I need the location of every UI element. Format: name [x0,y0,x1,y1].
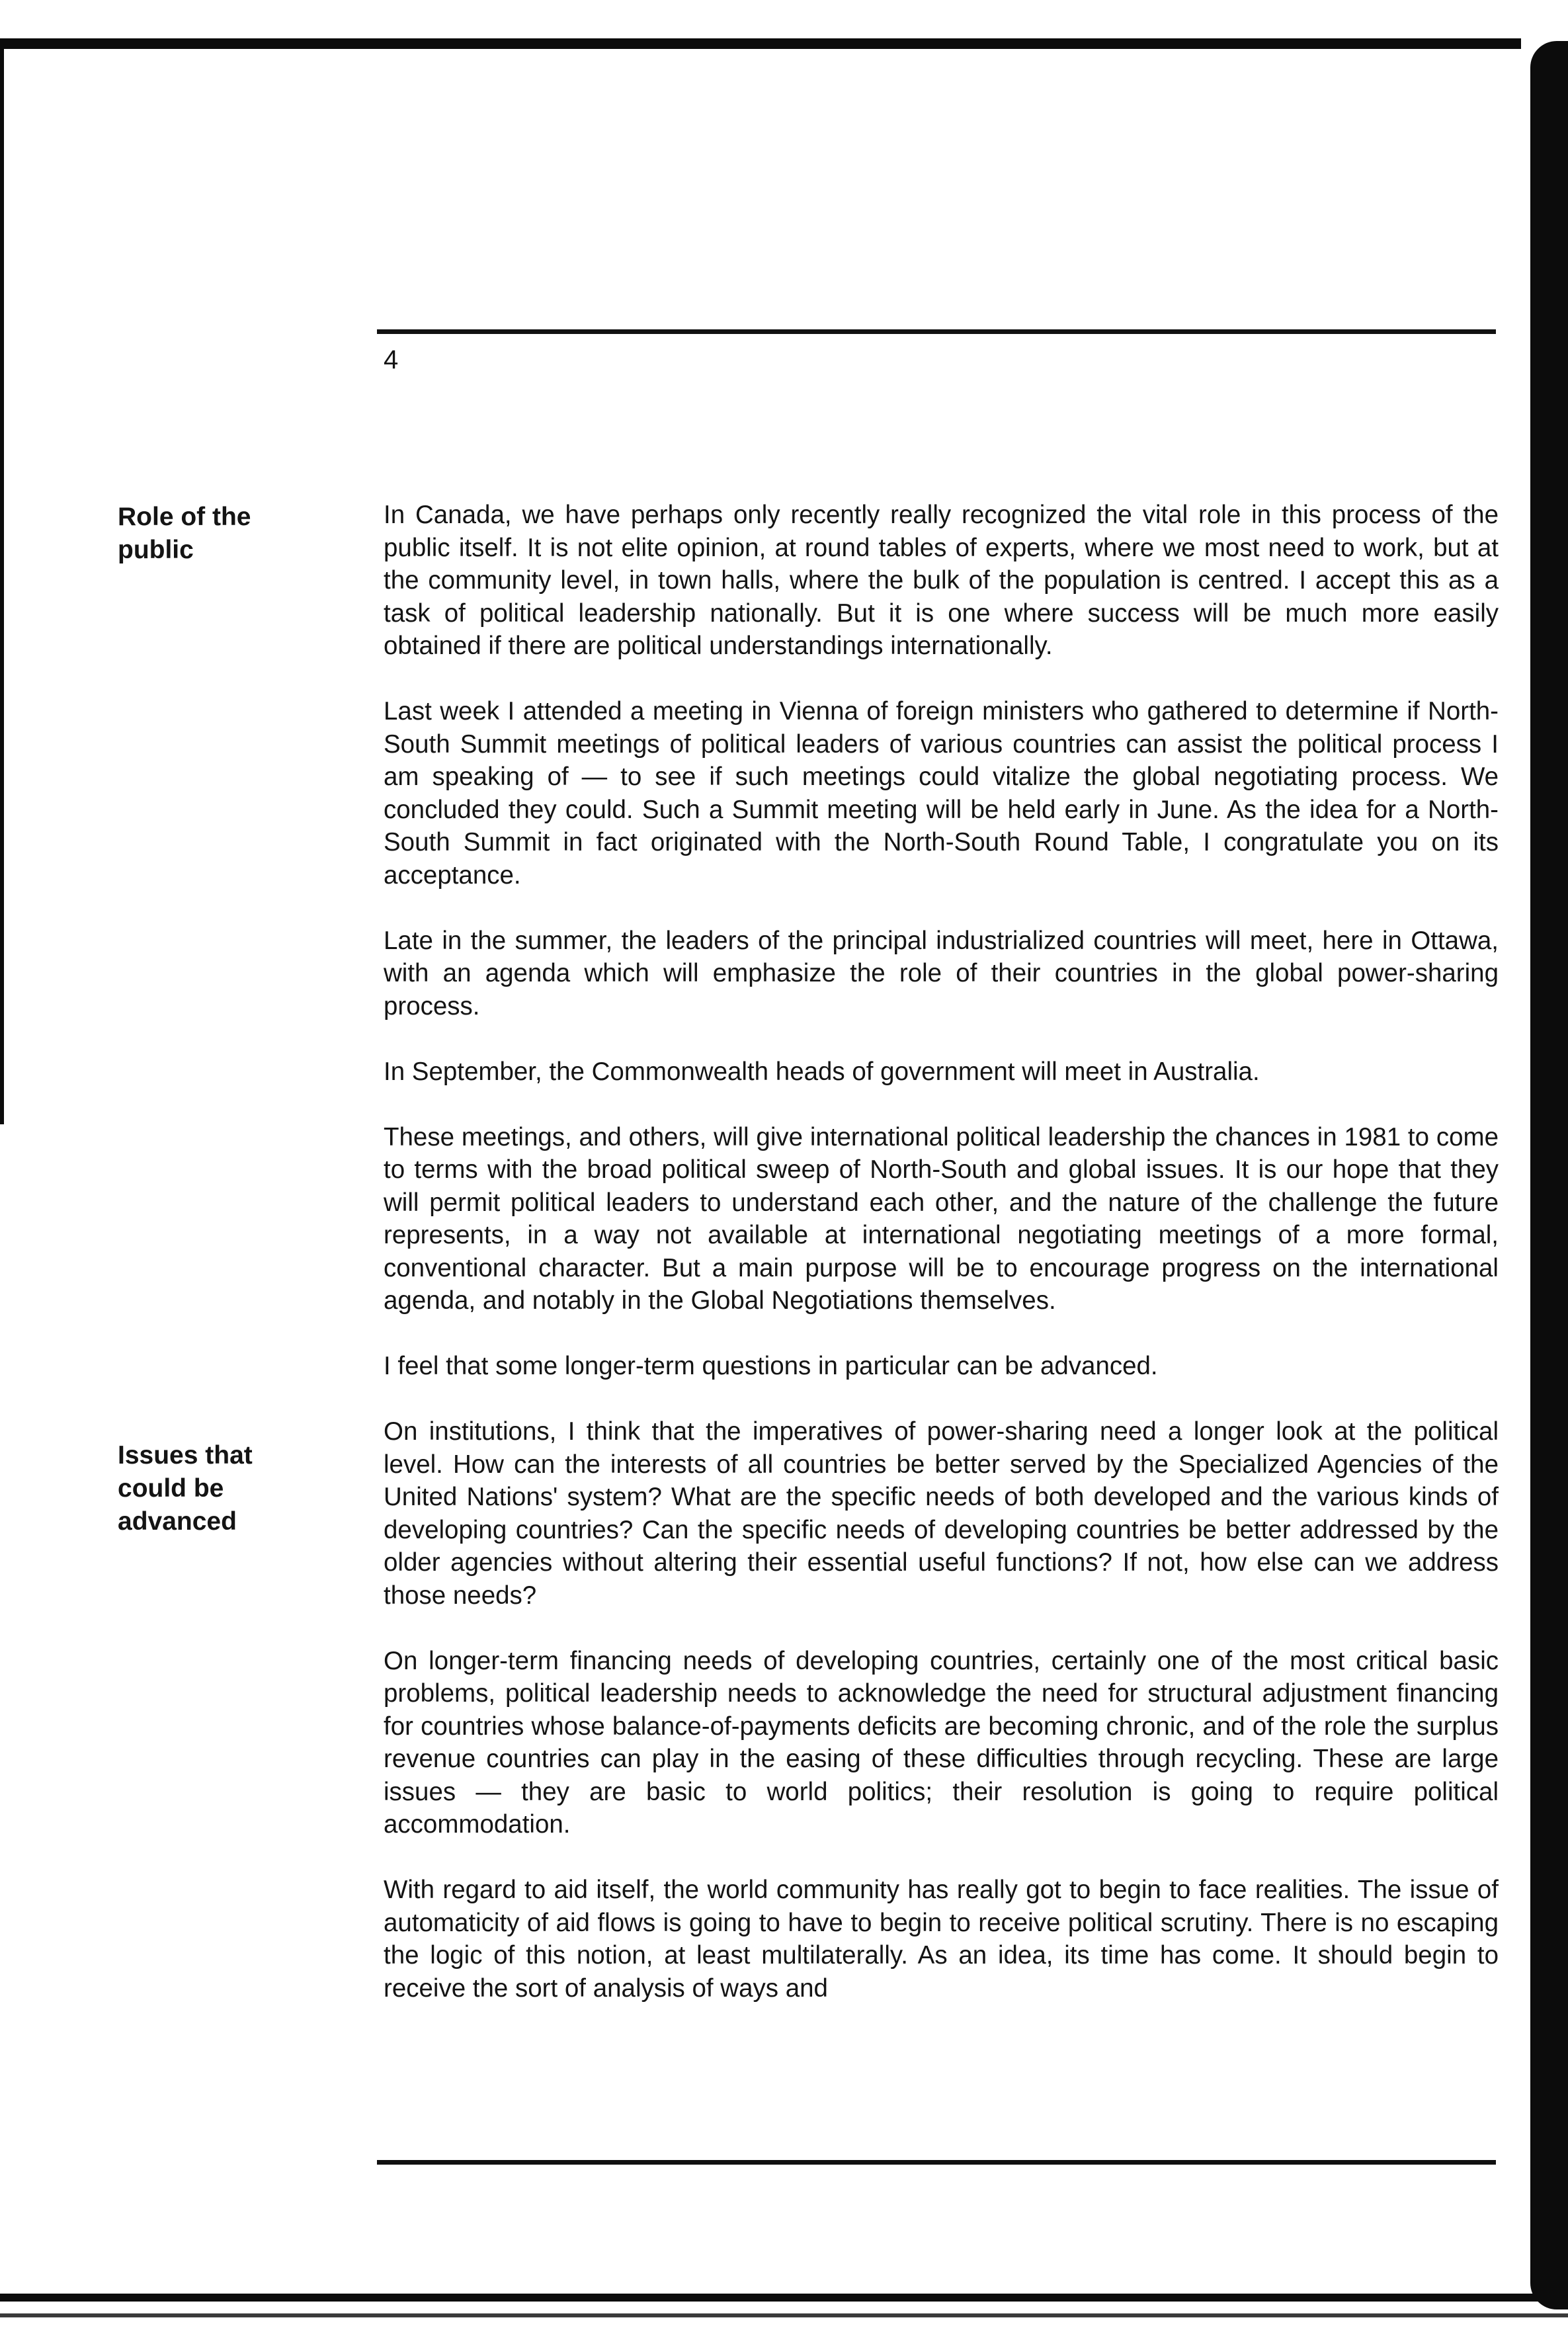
margin-note-line: advanced [118,1507,237,1536]
scan-border-bottom [0,2294,1568,2302]
paragraph-institutions: On institutions, I think that the imperatives of power-sharing need a longer look at the political level. How can the interests of all countries be better served by the Specialized Agencies of the United Nations' system? What are the specific needs of both developed and the various kinds of developing countries? Can the specific needs of developing countries be better addressed by the older agencies without altering their essential useful functions? If not, how else can we address those needs? [384,1417,1499,1610]
scan-border-top [0,38,1521,49]
margin-note-line: Issues that [118,1441,253,1470]
paragraph-commonwealth: In September, the Commonwealth heads of government will meet in Australia. [384,1057,1260,1086]
page-number: 4 [384,345,399,374]
footer-rule [377,2160,1496,2165]
margin-note-issues-that-could-be-advanced [118,1439,316,1538]
header-rule [377,329,1496,334]
paragraph-financing-needs: On longer-term financing needs of developing countries, certainly one of the most critical basic problems, political leadership needs to acknowledge the need for structural adjustment financing for countries whose balance-of-payments deficits are becoming chronic, and of the role the surplus revenue countries can play in the easing of these difficulties through recycling. These are large issues — they are basic to world politics; their resolution is going to require political accommodation. [384,1646,1499,1839]
paragraph-vienna-meeting: Last week I attended a meeting in Vienna of foreign ministers who gathered to determine if North-South Summit meetings of political leaders of various countries can assist the political process I am speaking of — to see if such meetings could vitalize the global negotiating process. We concluded they could. Such a Summit meeting will be held early in June. As the idea for a North-South Summit in fact originated with the North-South Round Table, I congratulate you on its acceptance. [384,697,1499,890]
margin-note-line: could be [118,1474,224,1503]
body-text-column [384,499,1499,2038]
paragraph-aid-automaticity: With regard to aid itself, the world community has really got to begin to face realities. The issue of automaticity of aid flows is going to have to begin to receive political scrutiny. There is no escaping the logic of this notion, at least multilaterally. As an idea, its time has come. It should begin to receive the sort of analysis of ways and [384,1876,1499,2003]
paragraph-role-of-public: In Canada, we have perhaps only recently really recognized the vital role in this process of the public itself. It is not elite opinion, at round tables of experts, where we most need to work, but at the community level, in town halls, where the bulk of the population is centred. I accept this as a task of political leadership nationally. But it is one where success will be much more easily obtained if there are political understandings internationally. [384,501,1499,660]
paragraph-longer-term-questions: I feel that some longer-term questions in particular can be advanced. [384,1352,1158,1380]
scan-border-right-inner [1538,73,1568,2288]
paragraph-ottawa-summit: Late in the summer, the leaders of the principal industrialized countries will meet, here in Ottawa, with an agenda which will emphasize the role of their countries in the global power-sharing process. [384,926,1499,1020]
margin-note-line: public [118,536,194,564]
scan-border-bottom-shadow [0,2313,1568,2317]
margin-note-line: Role of the [118,503,251,531]
scan-border-left [0,40,4,1124]
paragraph-meetings-1981: These meetings, and others, will give international political leadership the chances in 1981 to come to terms with the broad political sweep of North-South and global issues. It is our hope that they will permit political leaders to understand each other, and the nature of the challenge the future represents, in a way not available at international negotiating meetings of a more formal, conventional character. But a main purpose will be to encourage progress on the international agenda, and notably in the Global Negotiations themselves. [384,1122,1499,1315]
margin-note-role-of-the-public [118,501,316,567]
